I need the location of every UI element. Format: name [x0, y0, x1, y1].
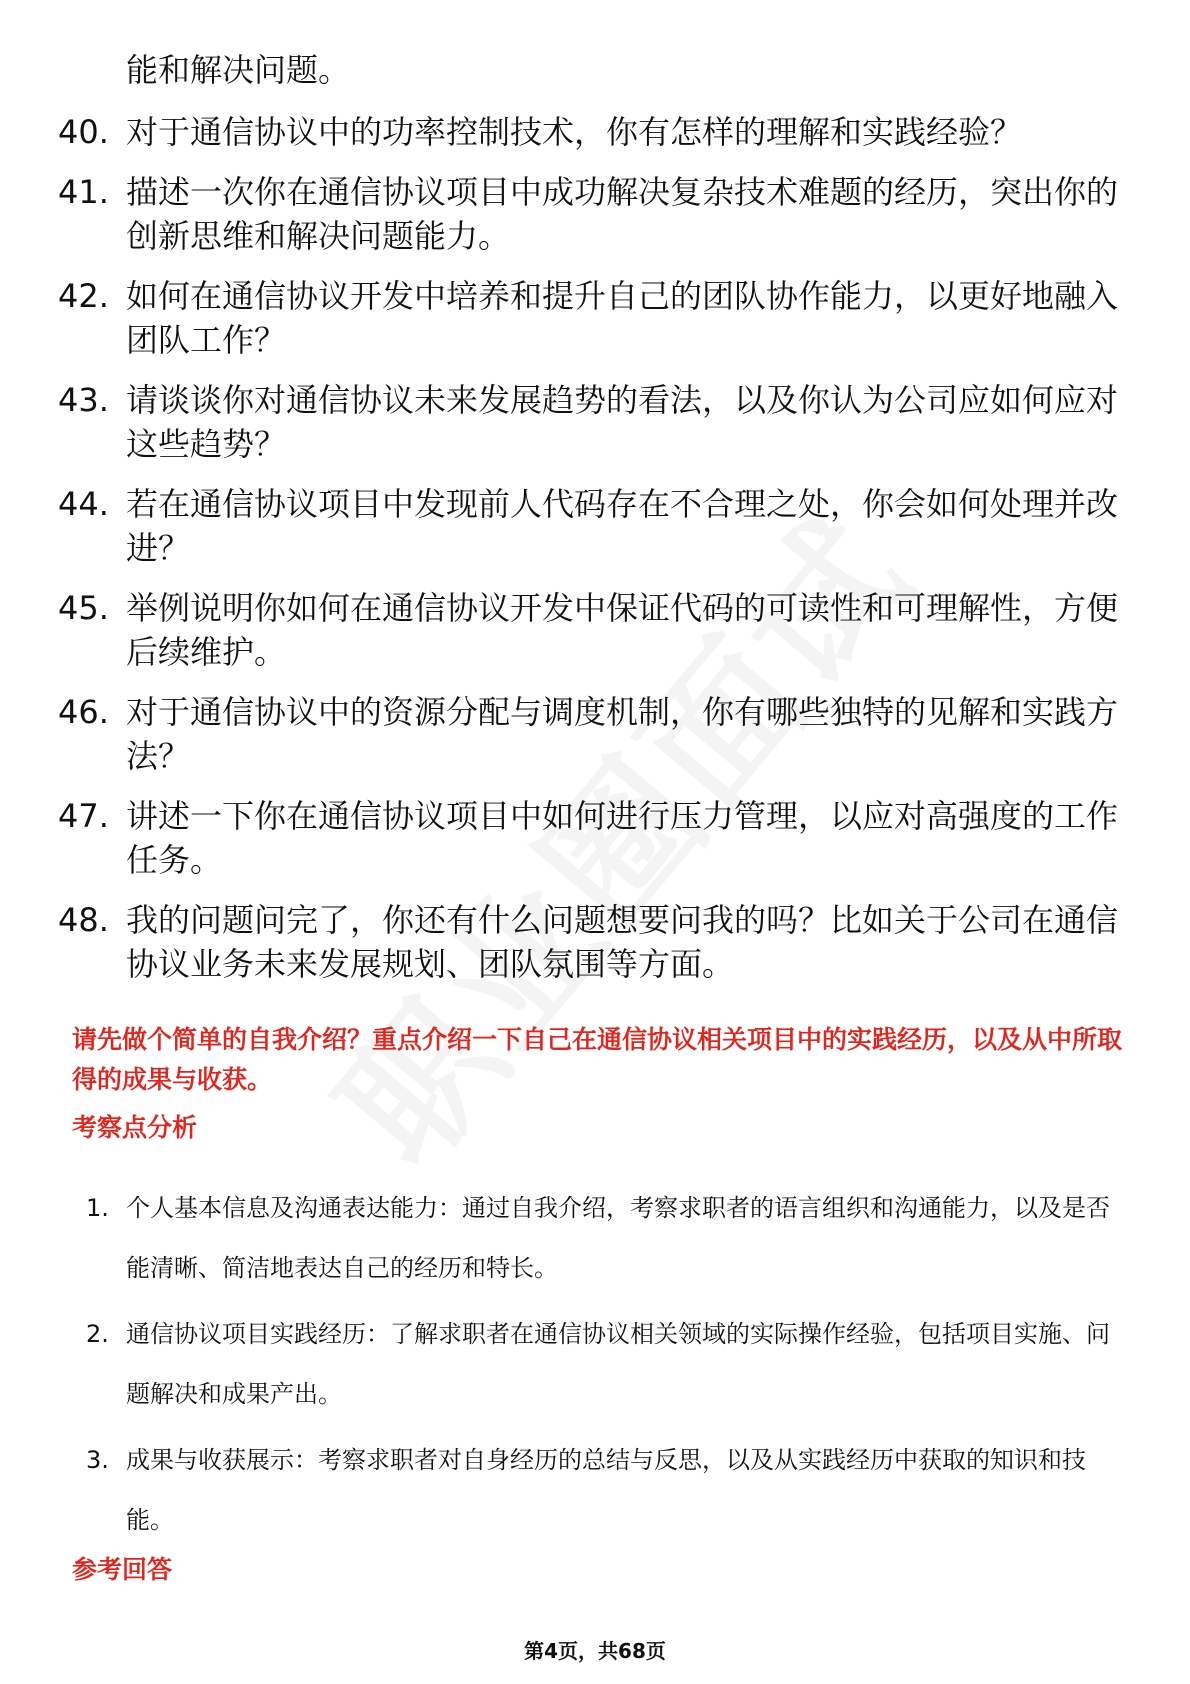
- question-text: 对于通信协议中的资源分配与调度机制，你有哪些独特的见解和实践方法？: [126, 693, 1119, 775]
- item-text: 通信协议项目实践经历：了解求职者在通信协议相关领域的实际操作经验，包括项目实施、问题解决和成果产出。: [126, 1320, 1110, 1408]
- list-item: [58, 48, 1118, 92]
- question-number: 44.: [58, 485, 109, 523]
- question-text: 能和解决问题。: [126, 51, 351, 89]
- list-item: [86, 1304, 1116, 1424]
- question-number: 43.: [58, 381, 109, 419]
- question-text: 请谈谈你对通信协议未来发展趋势的看法，以及你认为公司应如何应对这些趋势？: [126, 381, 1119, 463]
- question-number: 46.: [58, 693, 109, 731]
- analysis-list: [86, 1178, 1116, 1556]
- page-footer: 第4页，共68页: [524, 1639, 666, 1663]
- question-number: 42.: [58, 277, 109, 315]
- question-number: 40.: [58, 113, 109, 151]
- question-number: 48.: [58, 901, 109, 939]
- item-number: 1.: [86, 1194, 109, 1222]
- analysis-heading: 考察点分析: [72, 1113, 198, 1142]
- answer-heading: 参考回答: [72, 1555, 173, 1584]
- highlighted-question: 请先做个简单的自我介绍？重点介绍一下自己在通信协议相关项目中的实践经历，以及从中所取得的成果与收获。: [72, 1025, 1123, 1094]
- list-item: [58, 110, 1118, 154]
- question-text: 若在通信协议项目中发现前人代码存在不合理之处，你会如何处理并改进？: [126, 485, 1119, 567]
- list-item: [58, 898, 1118, 986]
- question-text: 举例说明你如何在通信协议开发中保证代码的可读性和可理解性，方便后续维护。: [126, 589, 1119, 671]
- item-number: 3.: [86, 1446, 109, 1474]
- list-item: [58, 378, 1118, 466]
- list-item: [58, 586, 1118, 674]
- list-item: [58, 794, 1118, 882]
- item-number: 2.: [86, 1320, 109, 1348]
- item-text: 成果与收获展示：考察求职者对自身经历的总结与反思，以及从实践经历中获取的知识和技能。: [126, 1446, 1086, 1534]
- question-text: 我的问题问完了，你还有什么问题想要问我的吗？比如关于公司在通信协议业务未来发展规划、团队氛围等方面。: [126, 901, 1119, 983]
- question-text: 对于通信协议中的功率控制技术，你有怎样的理解和实践经验？: [126, 113, 1023, 151]
- list-item: [58, 690, 1118, 778]
- question-list: [58, 48, 1118, 1002]
- question-number: 47.: [58, 797, 109, 835]
- list-item: [58, 482, 1118, 570]
- question-text: 讲述一下你在通信协议项目中如何进行压力管理，以应对高强度的工作任务。: [126, 797, 1119, 879]
- question-number: 41.: [58, 173, 109, 211]
- question-text: 描述一次你在通信协议项目中成功解决复杂技术难题的经历，突出你的创新思维和解决问题能力。: [126, 173, 1119, 255]
- question-text: 如何在通信协议开发中培养和提升自己的团队协作能力，以更好地融入团队工作？: [126, 277, 1119, 359]
- item-text: 个人基本信息及沟通表达能力：通过自我介绍，考察求职者的语言组织和沟通能力，以及是否能清晰、简洁地表达自己的经历和特长。: [126, 1194, 1110, 1282]
- list-item: [58, 170, 1118, 258]
- list-item: [86, 1430, 1116, 1550]
- list-item: [86, 1178, 1116, 1298]
- question-number: 45.: [58, 589, 109, 627]
- list-item: [58, 274, 1118, 362]
